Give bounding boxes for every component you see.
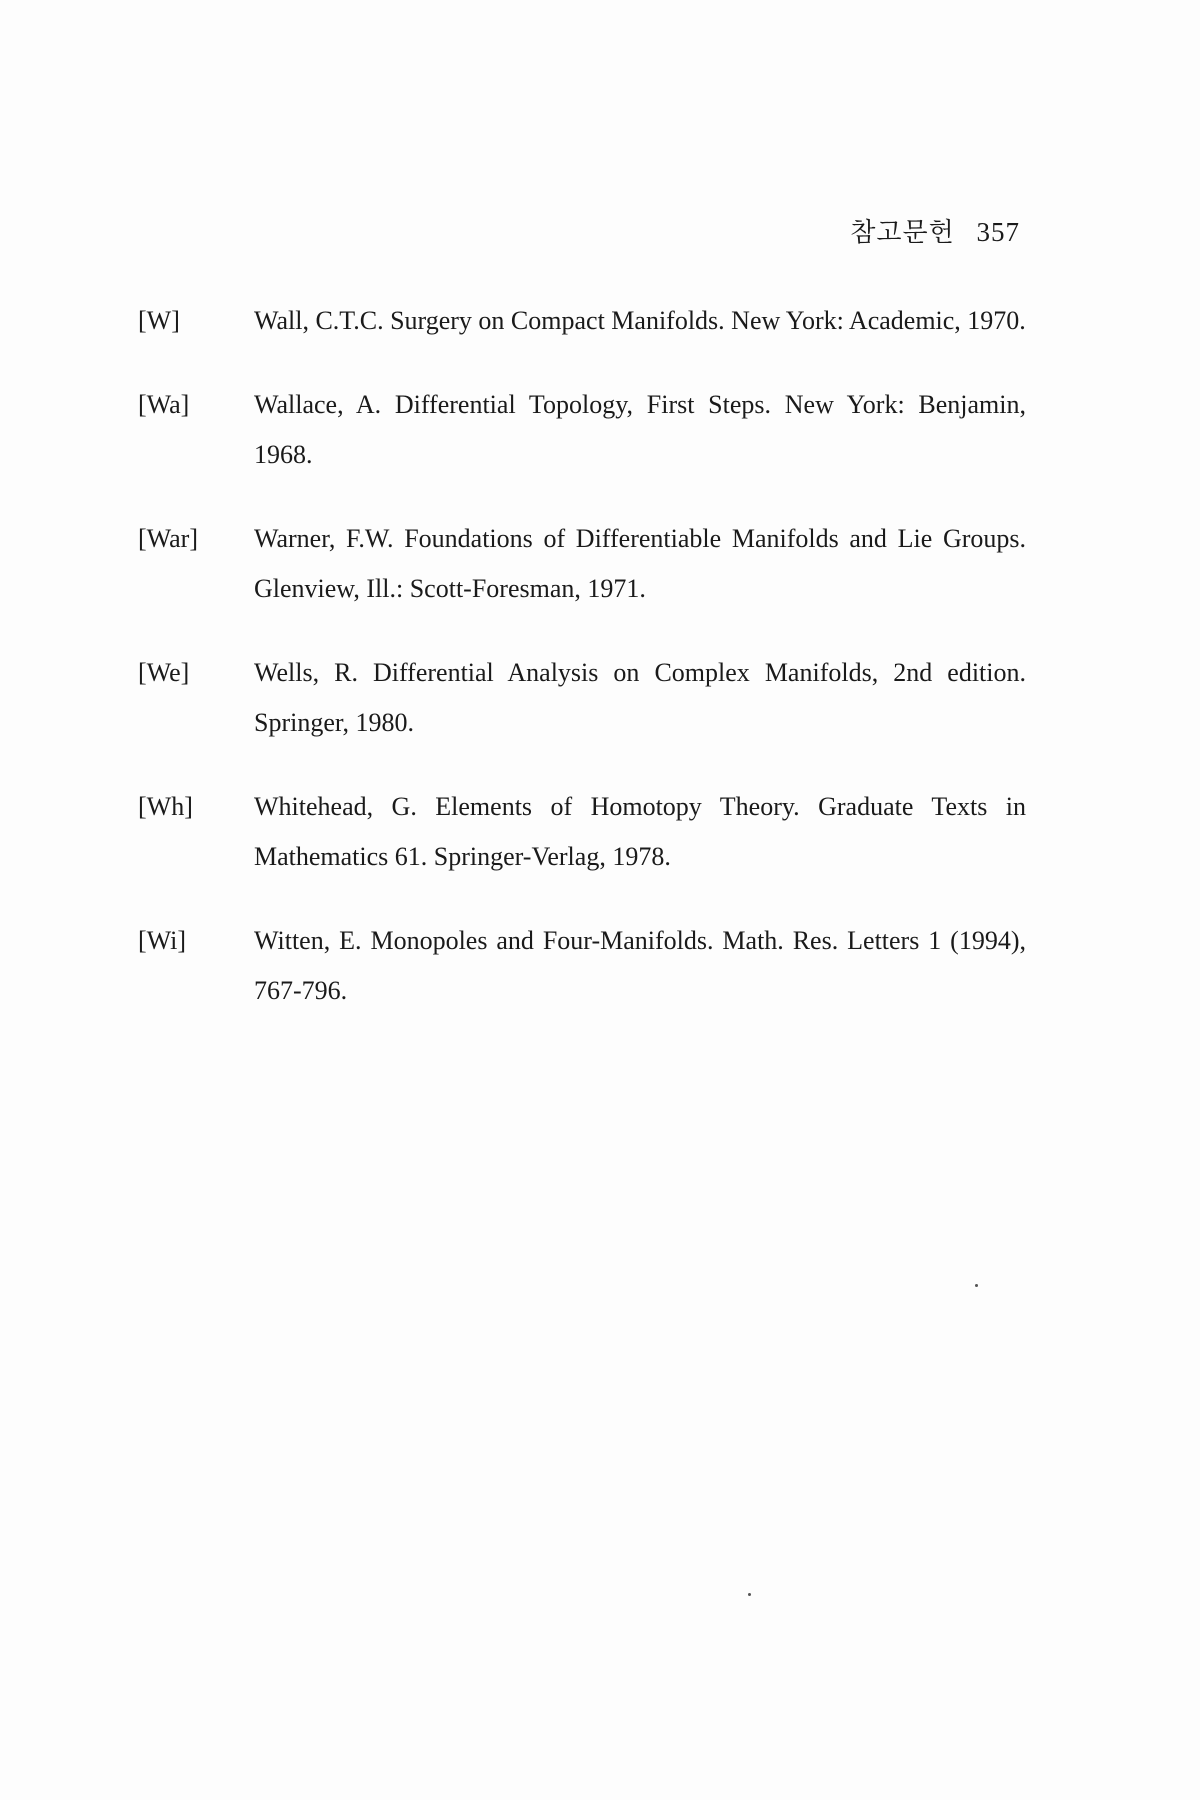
scan-speck: [748, 1593, 751, 1596]
reference-entry: [138, 648, 1038, 748]
reference-key: [Wa]: [138, 390, 190, 419]
reference-text: Wells, R. Differential Analysis on Complex Manifolds, 2nd edition. Springer, 1980.: [254, 658, 1026, 737]
reference-key: [War]: [138, 524, 198, 553]
reference-entry: [138, 380, 1038, 480]
reference-text: Witten, E. Monopoles and Four-Manifolds. Math. Res. Letters 1 (1994), 767-796.: [254, 926, 1026, 1005]
reference-entry: [138, 514, 1038, 614]
reference-key: [We]: [138, 658, 190, 687]
reference-text: Whitehead, G. Elements of Homotopy Theory. Graduate Texts in Mathematics 61. Springer-Verlag, 1978.: [254, 792, 1026, 871]
reference-entry: [138, 296, 1038, 346]
reference-entry: [138, 916, 1038, 1016]
scan-speck: [975, 1284, 978, 1287]
reference-entry: [138, 782, 1038, 882]
reference-text: Warner, F.W. Foundations of Differentiable Manifolds and Lie Groups. Glenview, Ill.: Scott-Foresman, 1971.: [254, 524, 1026, 603]
reference-text: Wallace, A. Differential Topology, First Steps. New York: Benjamin, 1968.: [254, 390, 1026, 469]
reference-list: [138, 296, 1038, 1050]
reference-key: [W]: [138, 306, 180, 335]
reference-text: Wall, C.T.C. Surgery on Compact Manifolds. New York: Academic, 1970.: [254, 306, 1026, 335]
reference-key: [Wi]: [138, 926, 187, 955]
chapter-title: 참고문헌: [850, 218, 955, 248]
running-head: [850, 212, 1020, 249]
page-number: 357: [976, 217, 1020, 247]
reference-key: [Wh]: [138, 792, 193, 821]
